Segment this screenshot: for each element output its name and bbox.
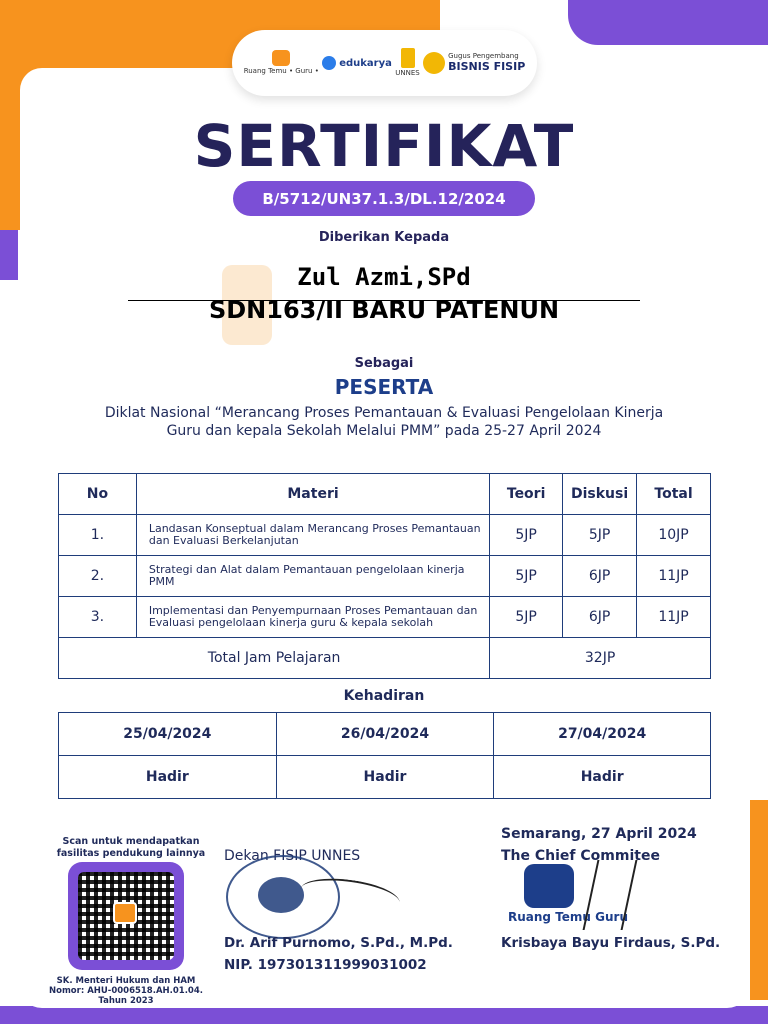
event-description: Diklat Nasional “Merancang Proses Pemantauan & Evaluasi Pengelolaan Kinerja Guru dan kepala Sekolah Melalui PMM” pada 25-27 April 2024 (104, 405, 664, 439)
row-no: 1. (59, 515, 137, 556)
row-materi: Strategi dan Alat dalam Pemantauan pengelolaan kinerja PMM (136, 556, 489, 597)
header-teori: Teori (490, 474, 563, 515)
header-materi: Materi (136, 474, 489, 515)
unnes-logo (395, 48, 419, 78)
header-total: Total (637, 474, 711, 515)
edukarya-logo (322, 56, 392, 70)
background-purple-footer (0, 1006, 768, 1024)
attendance-status: Hadir (59, 756, 277, 799)
given-to-label: Diberikan Kepada (318, 230, 450, 245)
attendance-table (58, 712, 711, 799)
unnes-label: UNNES (395, 69, 420, 78)
row-diskusi: 6JP (563, 597, 637, 638)
total-hours-value: 32JP (490, 638, 711, 679)
chief-logo-text: Ruang Temu Guru (508, 910, 628, 924)
bisnis-fisip-icon (423, 52, 445, 74)
background-orange-accent (750, 800, 768, 1000)
attendance-status: Hadir (494, 756, 711, 799)
row-no: 3. (59, 597, 137, 638)
row-diskusi: 6JP (563, 556, 637, 597)
table-row (59, 515, 711, 556)
header-diskusi: Diskusi (563, 474, 637, 515)
logo-bar (232, 30, 537, 96)
row-teori: 5JP (490, 597, 563, 638)
row-total: 10JP (637, 515, 711, 556)
as-label: Sebagai (354, 356, 414, 371)
bisnis-fisip-logo (423, 52, 525, 74)
row-teori: 5JP (490, 515, 563, 556)
attendance-status: Hadir (276, 756, 494, 799)
attendance-status-row (59, 756, 711, 799)
row-total: 11JP (637, 556, 711, 597)
table-header-row (59, 474, 711, 515)
attendance-date: 27/04/2024 (494, 713, 711, 756)
row-diskusi: 5JP (563, 515, 637, 556)
table-row (59, 597, 711, 638)
dean-title: Dekan FISIP UNNES (224, 848, 361, 864)
row-no: 2. (59, 556, 137, 597)
role-label: PESERTA (334, 375, 434, 399)
row-materi: Implementasi dan Penyempurnaan Proses Pemantauan dan Evaluasi pengelolaan kinerja guru & kepala sekolah (136, 597, 489, 638)
table-total-row (59, 638, 711, 679)
qr-code[interactable] (68, 862, 184, 970)
row-total: 11JP (637, 597, 711, 638)
materials-table (58, 473, 711, 679)
recipient-name: Zul Azmi,SPd (297, 263, 471, 291)
dean-name: Dr. Arif Purnomo, S.Pd., M.Pd. (224, 935, 453, 951)
ruang-temu-stamp-icon (524, 864, 574, 908)
city-date: Semarang, 27 April 2024 (501, 826, 697, 842)
dean-nip: NIP. 197301311999031002 (224, 957, 427, 973)
chief-title: The Chief Commitee (501, 848, 660, 864)
chief-name: Krisbaya Bayu Firdaus, S.Pd. (501, 935, 721, 951)
attendance-label: Kehadiran (343, 688, 425, 704)
certificate-number: B/5712/UN37.1.3/DL.12/2024 (233, 181, 535, 216)
ruang-temu-icon (272, 50, 290, 66)
qr-logo-icon (113, 902, 137, 924)
unnes-icon (401, 48, 415, 68)
sk-caption: SK. Menteri Hukum dan HAM Nomor: AHU-0006518.AH.01.04. Tahun 2023 (49, 976, 203, 1006)
attendance-date: 25/04/2024 (59, 713, 277, 756)
row-materi: Landasan Konseptual dalam Merancang Proses Pemantauan dan Evaluasi Berkelanjutan (136, 515, 489, 556)
qr-caption: Scan untuk mendapatkan fasilitas pendukung lainnya (56, 836, 206, 859)
background-purple-shape (568, 0, 768, 45)
edukarya-icon (322, 56, 336, 70)
fisip-small-label: Gugus Pengembang (448, 52, 519, 61)
header-no: No (59, 474, 137, 515)
certificate-title: SERTIFIKAT (193, 112, 575, 180)
ruang-temu-label: Ruang Temu • Guru • (243, 67, 319, 76)
attendance-date-row (59, 713, 711, 756)
ruang-temu-logo (244, 50, 319, 76)
fisip-big-label: BISNIS FISIP (448, 59, 526, 73)
total-hours-label: Total Jam Pelajaran (59, 638, 490, 679)
attendance-date: 26/04/2024 (276, 713, 494, 756)
row-teori: 5JP (490, 556, 563, 597)
table-row (59, 556, 711, 597)
edukarya-label: edukarya (339, 57, 392, 69)
recipient-school: SDN163/II BARU PATENUN (208, 296, 560, 324)
